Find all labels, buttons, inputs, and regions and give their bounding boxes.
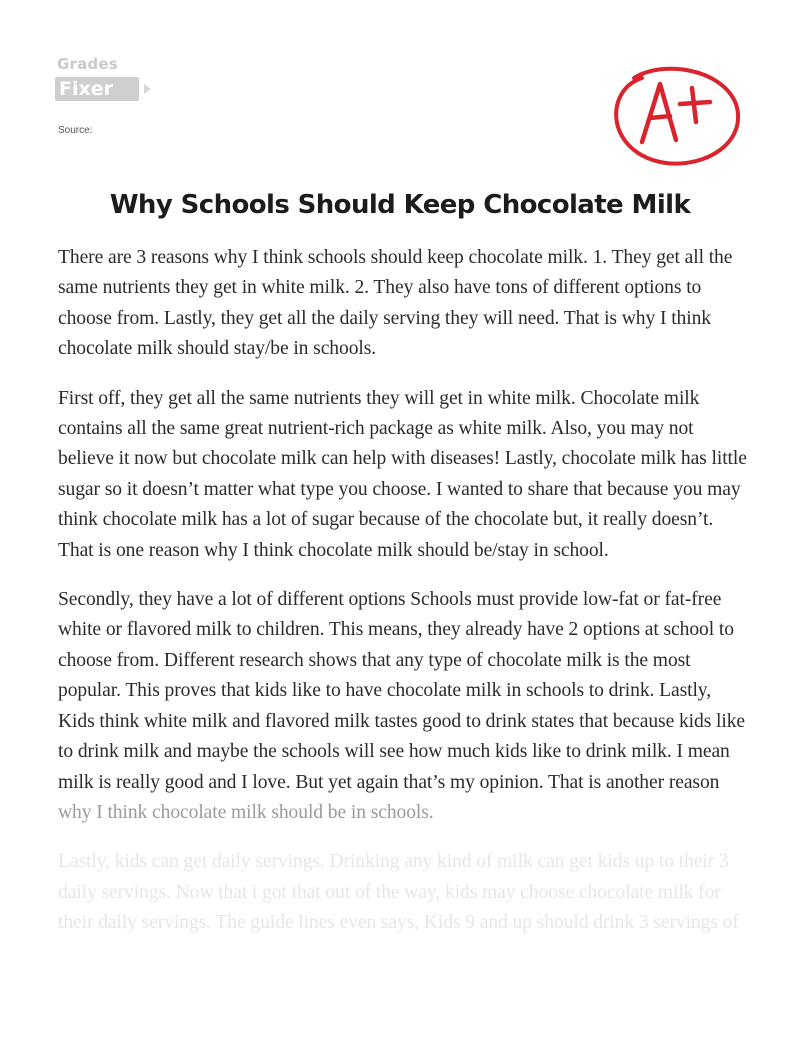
paragraph-faded: Lastly, kids can get daily servings. Drinking any kind of milk can get kids up to their 3 daily servings. Now that i got that out of the way, kids may choose chocolate milk for their daily servings. The guide lines even says, Kids 9 and up should drink 3 servings of [58, 851, 739, 934]
grade-a-plus-badge [604, 60, 744, 170]
logo-box [55, 77, 139, 101]
logo-top-text: Grades [57, 55, 118, 73]
paragraph: There are 3 reasons why I think schools should keep chocolate milk. 1. They get all the same nutrients they get in white milk. 2. They also have tons of different options to choose from. Lastly, they get all the daily serving they will need. That is why I think chocolate milk should stay/be in schools. [58, 247, 733, 360]
grade-circle-icon [604, 60, 744, 170]
essay-body [58, 243, 748, 958]
header [0, 0, 800, 150]
gradesfixer-logo[interactable] [55, 55, 165, 105]
essay-title: Why Schools Should Keep Chocolate Milk [109, 190, 691, 220]
logo-arrow-icon [144, 84, 151, 94]
paragraph: First off, they get all the same nutrients they will get in white milk. Chocolate milk contains all the same great nutrient-rich package as white milk. Also, you may not believe it now but chocolate milk can help with diseases! Lastly, chocolate milk has little sugar so it doesn’t matter what type you choose. I wanted to share that because you may think chocolate milk has a lot of sugar because of the chocolate but, it really doesn’t. That is one reason why I think chocolate milk should be/stay in school. [58, 387, 747, 561]
paragraph-text: Secondly, they have a lot of different options Schools must provide low-fat or fat-free white or flavored milk to children. This means, they already have 2 options at school to choose from. Different research shows that any type of chocolate milk is the most popular. This proves that kids like to have chocolate milk in schools to drink. Lastly, Kids think white milk and flavored milk tastes good to drink states that because kids like to drink milk and maybe the schools will see how much kids like to drink milk. I mean milk is really good and I love. But yet again that’s my opinion. That is another reason [58, 589, 745, 793]
paragraph [58, 585, 748, 828]
logo-bottom-text: Fixer [59, 78, 114, 100]
source-label: Source: [58, 125, 93, 136]
paragraph-text-faded: why I think chocolate milk should be in schools. [58, 801, 434, 823]
